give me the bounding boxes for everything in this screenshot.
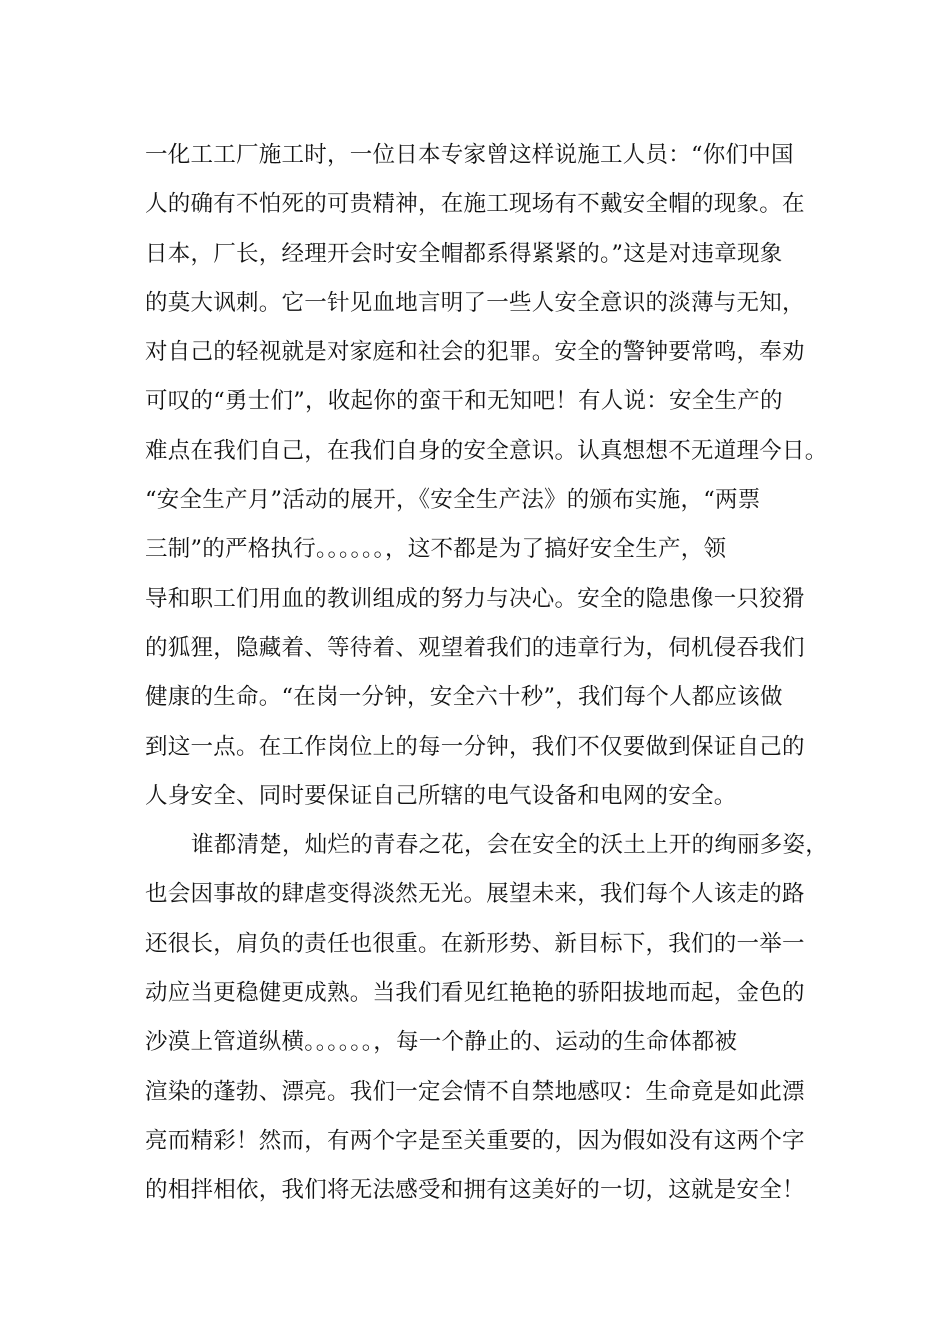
text-line: 难点在我们自己，在我们自身的安全意识。认真想想不无道理今日。 <box>145 437 828 464</box>
text-line: 也会因事故的肆虐变得淡然无光。展望未来，我们每个人该走的路 <box>145 881 805 908</box>
body-text <box>145 131 835 1216</box>
paragraph-1 <box>145 131 835 821</box>
text-line: 还很长，肩负的责任也很重。在新形势、新目标下，我们的一举一 <box>145 930 805 957</box>
text-line: 谁都清楚，灿烂的青春之花，会在安全的沃土上开的绚丽多姿， <box>191 832 829 859</box>
text-line: “安全生产月”活动的展开，《安全生产法》的颁布实施，“两票 <box>145 487 761 514</box>
text-line: 三制”的严格执行。。。。。。，这不都是为了搞好安全生产，领 <box>145 536 727 563</box>
text-line: 人身安全、同时要保证自己所辖的电气设备和电网的安全。 <box>145 782 737 809</box>
text-line: 一化工工厂施工时，一位日本专家曾这样说施工人员：“你们中国 <box>145 142 794 168</box>
text-line: 亮而精彩！然而，有两个字是至关重要的，因为假如没有这两个字 <box>145 1127 805 1154</box>
text-line: 导和职工们用血的教训组成的努力与决心。安全的隐患像一只狡猾 <box>145 585 805 612</box>
text-line: 渲染的蓬勃、漂亮。我们一定会情不自禁地感叹：生命竟是如此漂 <box>145 1078 805 1105</box>
text-line: 到这一点。在工作岗位上的每一分钟，我们不仅要做到保证自己的 <box>145 733 805 760</box>
text-line: 可叹的“勇士们”，收起你的蛮干和无知吧！有人说：安全生产的 <box>145 388 783 415</box>
text-line: 的相拌相依，我们将无法感受和拥有这美好的一切，这就是安全！ <box>145 1177 805 1204</box>
text-line: 的狐狸，隐藏着、等待着、观望着我们的违章行为，伺机侵吞我们 <box>145 634 805 661</box>
paragraph-2 <box>145 821 835 1215</box>
text-line: 健康的生命。“在岗一分钟，安全六十秒”，我们每个人都应该做 <box>145 684 783 711</box>
text-line: 人的确有不怕死的可贵精神，在施工现场有不戴安全帽的现象。在 <box>145 191 805 218</box>
text-line: 日本，厂长，经理开会时安全帽都系得紧紧的。”这是对违章现象 <box>145 240 783 267</box>
text-line: 对自己的轻视就是对家庭和社会的犯罪。安全的警钟要常鸣，奉劝 <box>145 339 805 366</box>
text-line: 沙漠上管道纵横。。。。。。，每一个静止的、运动的生命体都被 <box>145 1029 738 1056</box>
text-line: 的莫大讽刺。它一针见血地言明了一些人安全意识的淡薄与无知， <box>145 289 805 316</box>
text-line: 动应当更稳健更成熟。当我们看见红艳艳的骄阳拔地而起，金色的 <box>145 980 805 1007</box>
